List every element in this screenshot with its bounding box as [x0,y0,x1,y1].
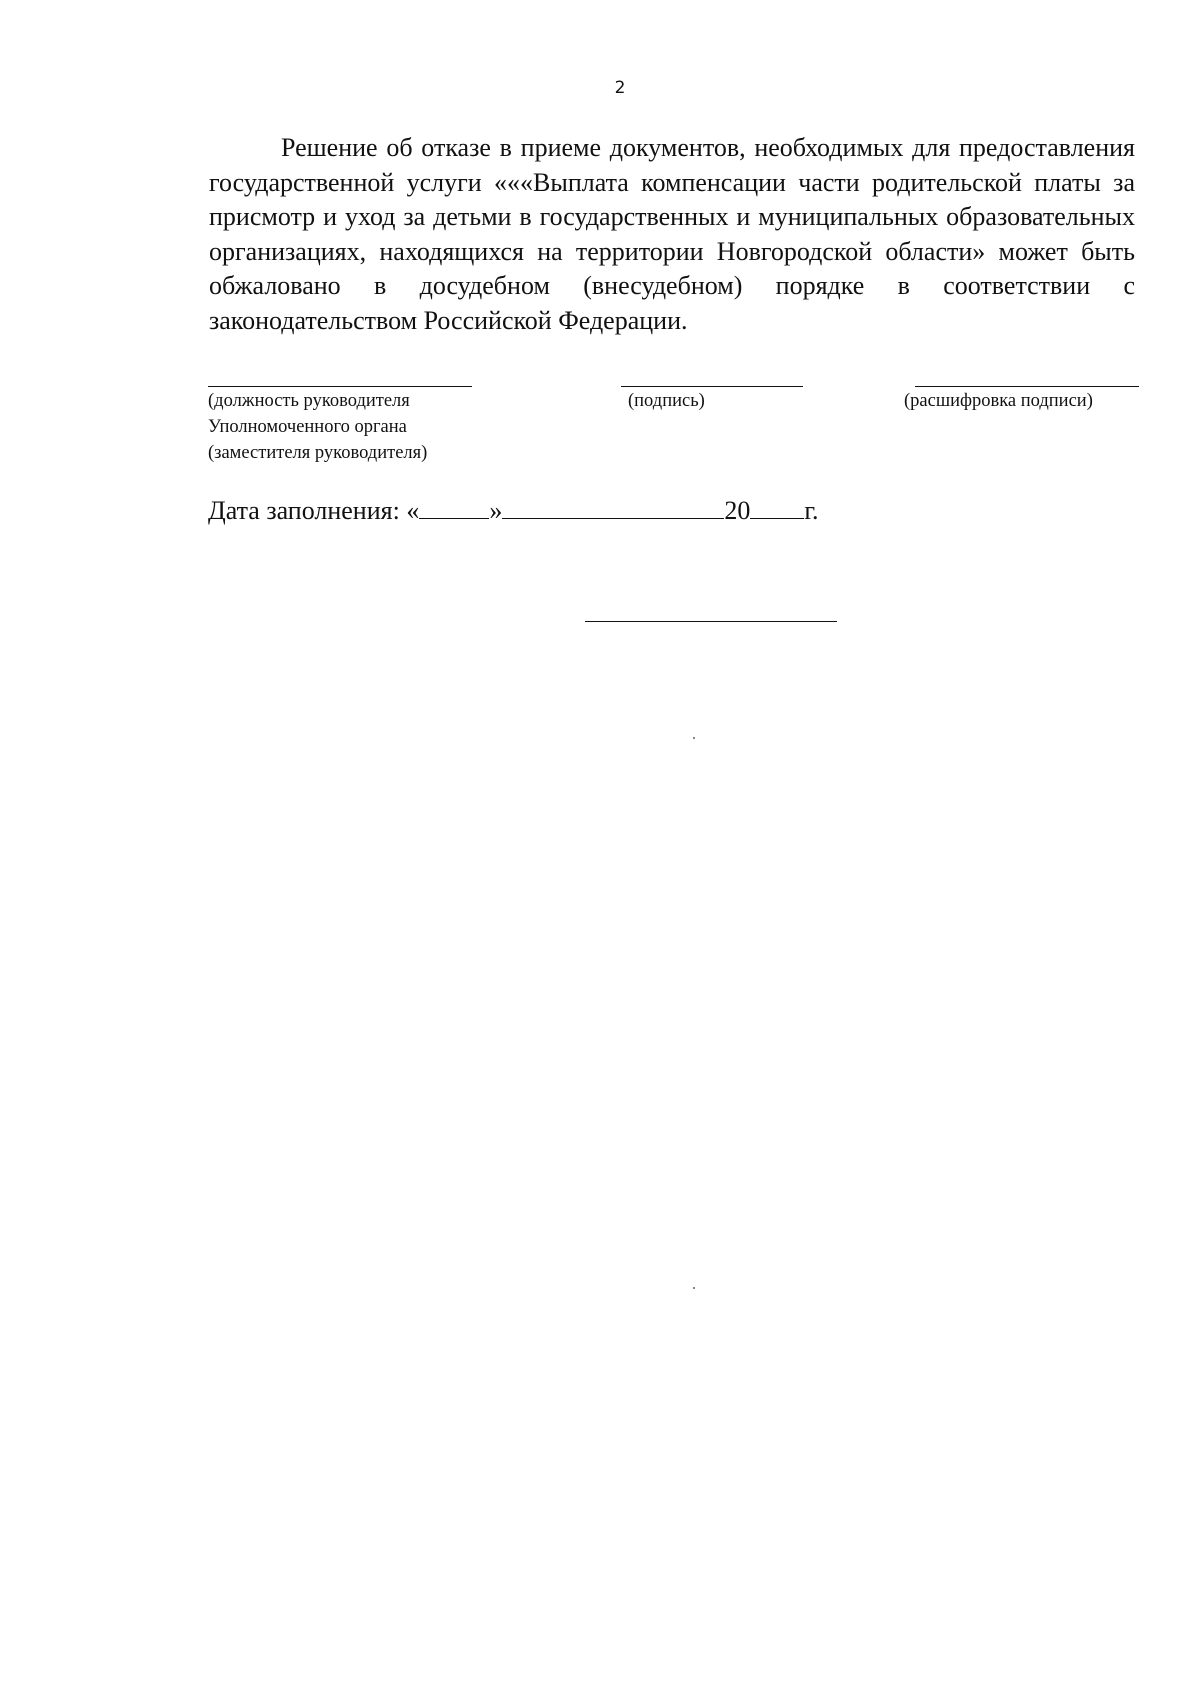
signature-caption: (подпись) [628,391,705,411]
position-caption-line: Уполномоченного органа [208,417,407,437]
scan-speck [693,1287,695,1289]
day-blank[interactable] [419,496,489,519]
month-blank[interactable] [502,496,724,519]
refusal-appeal-paragraph: Решение об отказе в приеме документов, необходимых для предоставления государственной услуги «««Выплата компенсации части родительской платы за присмотр и уход за детьми в государственных и муниципальных образовательных организациях, находящихся на территории Новгородской области» может быть обжаловано в досудебном (внесудебном) порядке в соответствии с законодательством Российской Федерации. [209,133,1135,335]
position-caption [208,388,427,466]
year-suffix: г. [804,496,819,525]
position-caption-line: (должность руководителя [208,391,410,411]
fill-date-row [208,496,819,526]
position-signature-line [208,386,472,387]
open-quote: « [406,496,420,525]
fill-date-label: Дата заполнения: [208,496,400,525]
scan-speck [693,737,695,739]
close-quote: » [489,496,503,525]
century-prefix: 20 [724,496,751,525]
position-caption-line: (заместителя руководителя) [208,443,428,463]
decoding-caption: (расшифровка подписи) [904,391,1093,411]
year-blank[interactable] [750,496,804,519]
signature-line [621,386,803,387]
bottom-signature-line [585,621,837,622]
decoding-signature-line [915,386,1139,387]
page-number: 2 [614,78,626,98]
